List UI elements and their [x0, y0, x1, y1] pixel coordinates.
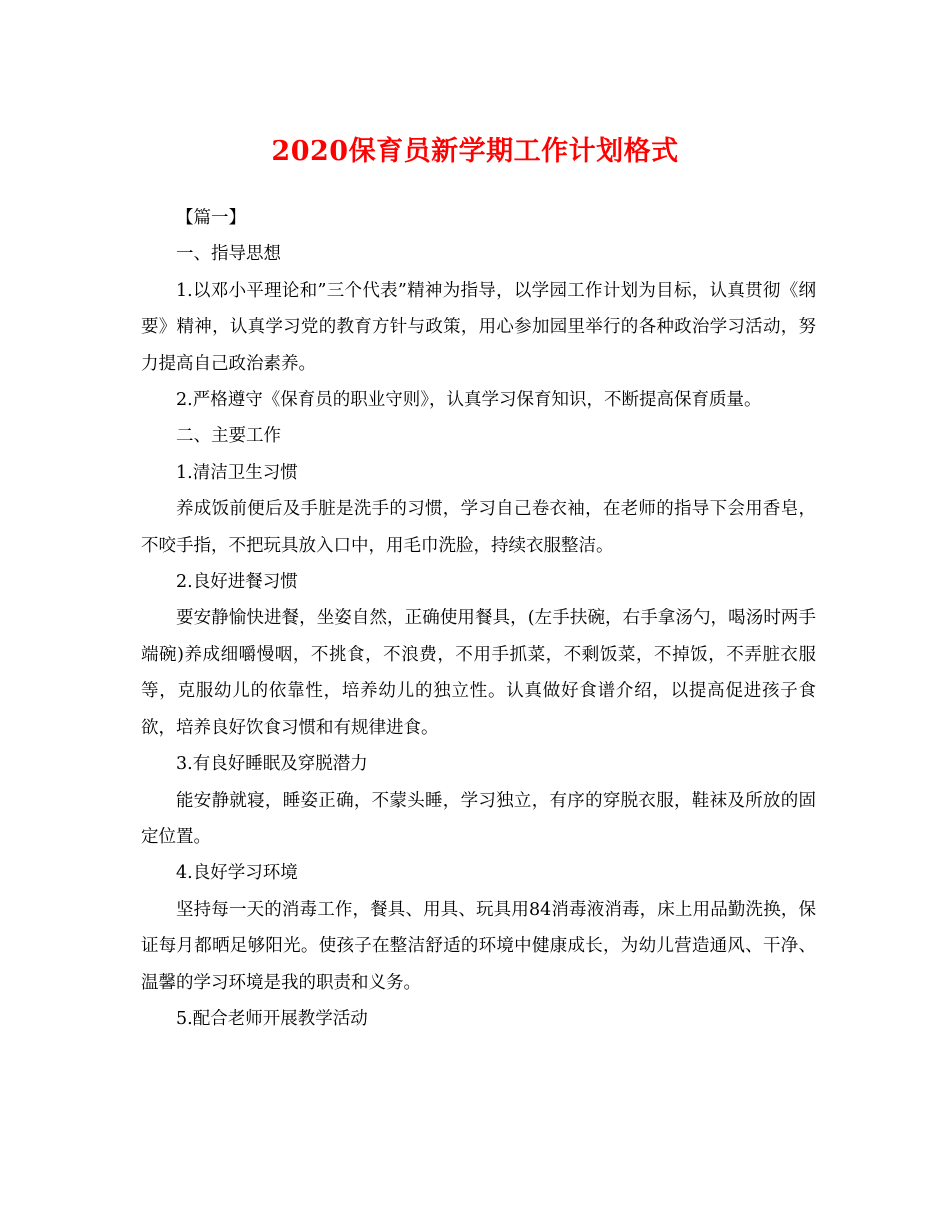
section-label: 【篇一】 [176, 208, 246, 228]
paragraph: 能安静就寝，睡姿正确，不蒙头睡，学习独立，有序的穿脱衣服，鞋袜及所放的固定位置。 [141, 790, 816, 847]
subheading: 5.配合老师开展教学活动 [176, 1008, 368, 1029]
paragraph: 坚持每一天的消毒工作，餐具、用具、玩具用84消毒液消毒，床上用品勤洗换，保证每月都晒足够阳光。使孩子在整洁舒适的环境中健康成长，为幼儿营造通风、干净、温馨的学习环境是我的职责和义务。 [141, 899, 816, 993]
paragraph: 2.严格遵守《保育员的职业守则》，认真学习保育知识，不断提高保育质量。 [176, 390, 762, 411]
paragraph: 要安静愉快进餐，坐姿自然，正确使用餐具，(左手扶碗，右手拿汤勺，喝汤时两手端碗)养成细嚼慢咽，不挑食，不浪费，不用手抓菜，不剩饭菜，不掉饭，不弄脏衣服等，克服幼儿的依靠性，培养幼儿的独立性。认真做好食谱介绍，以提高促进孩子食欲，培养良好饮食习惯和有规律进食。 [141, 608, 816, 738]
document-body [141, 200, 816, 1037]
paragraph: 养成饭前便后及手脏是洗手的习惯，学习自己卷衣袖，在老师的指导下会用香皂，不咬手指，不把玩具放入口中，用毛巾洗脸，持续衣服整洁。 [141, 499, 816, 556]
paragraph: 1.以邓小平理论和”三个代表”精神为指导，以学园工作计划为目标，认真贯彻《纲要》精神，认真学习党的教育方针与政策，用心参加园里举行的各种政治学习活动，努力提高自己政治素养。 [141, 280, 816, 374]
subheading: 4.良好学习环境 [176, 863, 298, 884]
heading-main-work: 二、主要工作 [176, 426, 281, 447]
subheading: 1.清洁卫生习惯 [176, 462, 298, 483]
document-title: 2020保育员新学期工作计划格式 [271, 136, 679, 167]
subheading: 2.良好进餐习惯 [176, 572, 298, 593]
heading-guiding-ideology: 一、指导思想 [176, 244, 281, 265]
subheading: 3.有良好睡眠及穿脱潜力 [176, 754, 368, 775]
